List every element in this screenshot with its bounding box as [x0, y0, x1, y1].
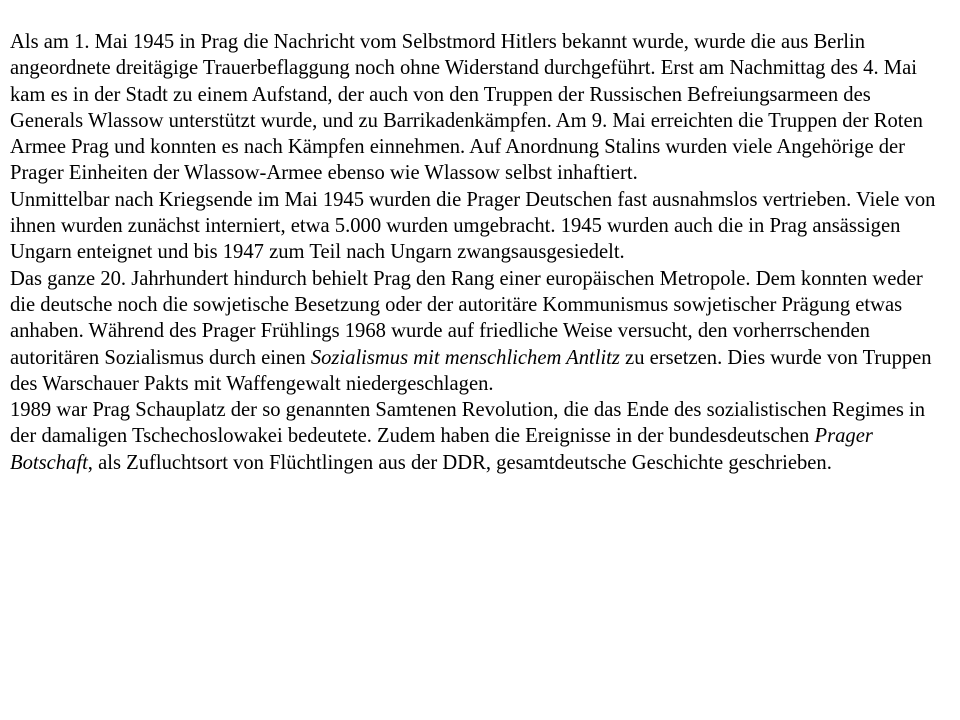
paragraph-velvet-revolution	[10, 397, 936, 476]
paragraph-prague-uprising-1945: Als am 1. Mai 1945 in Prag die Nachricht vom Selbstmord Hitlers bekannt wurde, wurde die aus Berlin angeordnete dreitägige Trauerbeflaggung noch ohne Widerstand durchgeführt. Erst am Nachmittag des 4. Mai kam es in der Stadt zu einem Aufstand, der auch von den Truppen der Russischen Befreiungsarmeen des Generals Wlassow unterstützt wurde, und zu Barrikadenkämpfen. Am 9. Mai erreichten die Truppen der Roten Armee Prag und konnten es nach Kämpfen einnehmen. Auf Anordnung Stalins wurden viele Angehörige der Prager Einheiten der Wlassow-Armee ebenso wie Wlassow selbst inhaftiert.	[10, 31, 923, 185]
paragraph-prague-spring-text-end: zu ersetzen. Dies wurde von Truppen des Warschauer Pakts mit Waffengewalt niedergeschlagen.	[10, 346, 932, 395]
paragraph-prague-spring	[10, 266, 936, 397]
emphasis-prager-botschaft: Prager Botschaft	[10, 425, 873, 474]
emphasis-socialism-human-face: Sozialismus mit menschlichem Antlitz	[310, 346, 620, 369]
paragraph-velvet-revolution-text-start: 1989 war Prag Schauplatz der so genannten Samtenen Revolution, die das Ende des sozialistischen Regimes in der damaligen Tschechoslowakei bedeutete. Zudem haben die Ereignisse in der bundesdeutschen	[10, 399, 926, 448]
paragraph-prague-spring-text-start: Das ganze 20. Jahrhundert hindurch behielt Prag den Rang einer europäischen Metropole. Dem konnten weder die deutsche noch die sowjetische Besetzung oder der autoritäre Kommunismus sowjetischer Prägung etwas anhaben. Während des Prager Frühlings 1968 wurde auf friedliche Weise versucht, den vorherrschenden autoritären Sozialismus durch einen	[10, 267, 923, 369]
paragraph-expulsion-germans: Unmittelbar nach Kriegsende im Mai 1945 wurden die Prager Deutschen fast ausnahmslos vertrieben. Viele von ihnen wurden zunächst interniert, etwa 5.000 wurden umgebracht. 1945 wurden auch die in Prag ansässigen Ungarn enteignet und bis 1947 zum Teil nach Ungarn zwangsausgesiedelt.	[10, 188, 936, 264]
paragraph-velvet-revolution-text-end: , als Zufluchtsort von Flüchtlingen aus der DDR, gesamtdeutsche Geschichte geschrieben.	[87, 451, 832, 474]
